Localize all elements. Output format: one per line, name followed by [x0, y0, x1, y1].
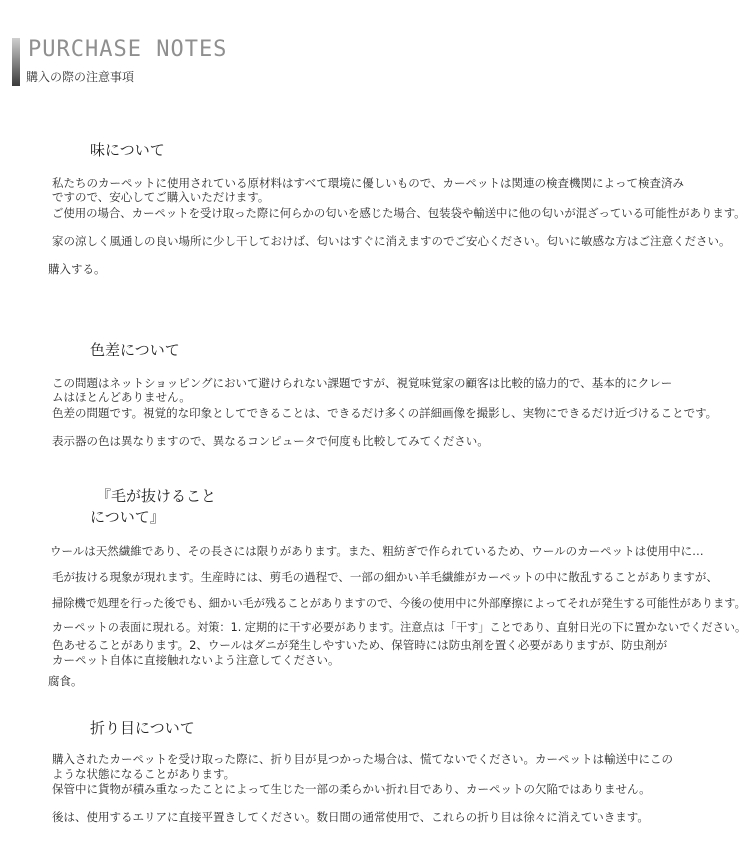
paragraph-line: 後は、使用するエリアに直接平置きしてください。数日間の通常使用で、これらの折り目は徐々に消えていきます。	[52, 810, 649, 824]
paragraph-line: ムはほとんどありません。	[52, 390, 191, 404]
section-heading-line: 色差について	[90, 341, 180, 359]
page-subtitle: 購入の際の注意事項	[26, 70, 135, 84]
paragraph-line: 色あせることがあります。2、ウールはダニが発生しやすいため、保管時には防虫剤を置く必要がありますが、防虫剤が	[52, 638, 668, 652]
section-heading-line: 味について	[90, 141, 165, 159]
paragraph-line: ですので、安心してご購入いただけます。	[52, 190, 270, 204]
paragraph-line: 色差の問題です。視覚的な印象としてできることは、できるだけ多くの詳細画像を撮影し、実物にできるだけ近づけることです。	[52, 406, 718, 420]
paragraph-line: 掃除機で処理を行った後でも、細かい毛が残ることがありますので、今後の使用中に外部摩擦によってそれが発生する可能性があります。	[52, 596, 746, 610]
paragraph-line: 表示器の色は異なりますので、異なるコンピュータで何度も比較してみてください。	[52, 434, 489, 448]
paragraph-line: 腐食。	[48, 674, 83, 688]
paragraph-line: カーペット自体に直接触れないよう注意してください。	[52, 653, 340, 667]
section-heading-line: 『毛が抜けること	[96, 487, 217, 505]
paragraph-line: 購入されたカーペットを受け取った際に、折り目が見つかった場合は、慌てないでください。カーペットは輸送中にこの	[52, 752, 673, 766]
paragraph-line: ご使用の場合、カーペットを受け取った際に何らかの匂いを感じた場合、包装袋や輸送中に他の匂いが混ざっている可能性があります。	[52, 206, 746, 220]
paragraph-line: ウールは天然繊維であり、その長さには限りがあります。また、粗紡ぎで作られているため、ウールのカーペットは使用中に…	[50, 544, 704, 558]
section-heading-smell	[90, 140, 165, 161]
section-heading-line: 折り目について	[90, 719, 195, 737]
page-title: PURCHASE NOTES	[28, 37, 228, 62]
section-heading-line: について』	[90, 508, 165, 526]
paragraph-line: 保管中に貨物が積み重なったことによって生じた一部の柔らかい折れ目であり、カーペットの欠陥ではありません。	[52, 782, 651, 796]
paragraph-line: カーペットの表面に現れる。対策：1. 定期的に干す必要があります。注意点は「干す」ことであり、直射日光の下に置かないでください。	[52, 620, 747, 634]
paragraph-line: 購入する。	[48, 262, 106, 276]
paragraph-line: この問題はネットショッピングにおいて避けられない課題ですが、視覚味覚家の顧客は比較的協力的で、基本的にクレー	[52, 376, 673, 390]
section-heading-creases	[90, 718, 195, 739]
paragraph-line: ような状態になることがあります。	[52, 767, 236, 781]
paragraph-line: 私たちのカーペットに使用されている原材料はすべて環境に優しいもので、カーペットは関連の検査機関によって検査済み	[52, 176, 685, 190]
paragraph-line: 毛が抜ける現象が現れます。生産時には、剪毛の過程で、一部の細かい羊毛繊維がカーペットの中に散乱することがありますが、	[52, 570, 718, 584]
header-accent-bar	[12, 38, 20, 86]
section-heading-shedding	[90, 486, 216, 528]
paragraph-line: 家の涼しく風通しの良い場所に少し干しておけば、匂いはすぐに消えますのでご安心ください。匂いに敏感な方はご注意ください。	[52, 234, 731, 248]
section-heading-color-difference	[90, 340, 180, 361]
